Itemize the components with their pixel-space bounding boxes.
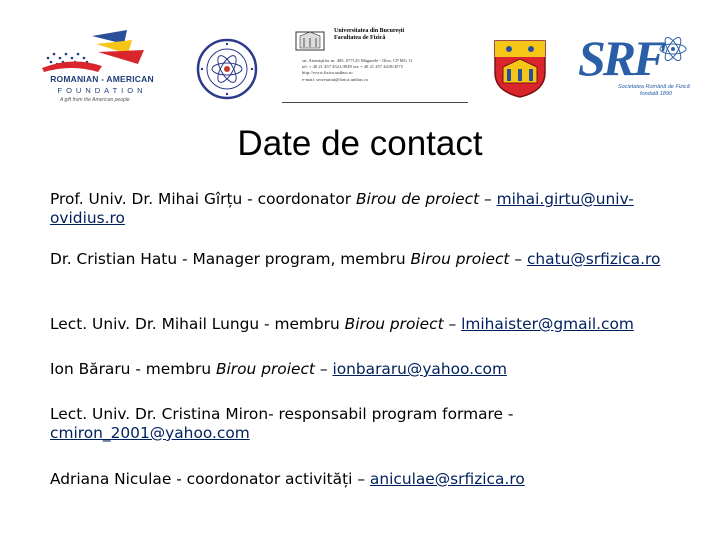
contact-item: [50, 360, 662, 379]
contact-description: Lect. Univ. Dr. Cristina Miron- responsabil program formare -: [50, 405, 514, 423]
romanian-american-foundation-logo: [32, 28, 177, 108]
address-line: str. Atomiştilor nr. 405, 077125 Măgurele - Ilfov, CP MG 11: [302, 58, 413, 63]
atom-icon: [658, 34, 688, 64]
university-address: [302, 58, 462, 83]
contact-description: Prof. Univ. Dr. Mihai Gîrțu - coordonator: [50, 190, 356, 208]
contact-email-link[interactable]: mihai.girtu@univ-ovidius.ro: [50, 190, 634, 227]
contact-separator: –: [443, 315, 462, 333]
page-title: Date de contact: [237, 124, 483, 163]
srf-letters: SRF: [578, 30, 664, 86]
contact-role: Birou proiect: [215, 360, 315, 378]
university-emblem-icon: [290, 28, 330, 54]
contact-item: [50, 250, 662, 269]
shield-crest-icon: [491, 37, 549, 99]
contact-email-link[interactable]: lmihaister@gmail.com: [461, 315, 634, 333]
contact-email-link[interactable]: chatu@srfizica.ro: [526, 250, 661, 268]
contact-email-link[interactable]: aniculae@srfizica.ro: [369, 470, 525, 488]
university-letterhead: [282, 28, 468, 103]
contact-role: Birou proiect: [344, 315, 444, 333]
contact-separator: –: [314, 360, 333, 378]
contact-role: Birou de proiect: [356, 190, 480, 208]
university-crest-logo: [491, 37, 549, 99]
contact-separator: –: [509, 250, 527, 268]
contact-description: Adriana Niculae - coordonator activități: [50, 470, 353, 488]
contact-email-link[interactable]: cmiron_2001@yahoo.com: [50, 424, 250, 442]
srf-founded: fondată 1890: [640, 91, 673, 97]
atom-seal-icon: [196, 38, 258, 100]
faculty-seal-logo: [196, 38, 258, 100]
contact-email-link[interactable]: ionbararu@yahoo.com: [332, 360, 507, 378]
contact-item: [50, 405, 662, 443]
contact-description: Lect. Univ. Dr. Mihail Lungu - membru: [50, 315, 345, 333]
raf-name: ROMANIAN - AMERICAN: [50, 74, 154, 84]
contact-role: Birou proiect: [410, 250, 510, 268]
university-name: Universitatea din București Facultatea de Fizică: [334, 28, 405, 41]
srf-caption: [618, 84, 690, 98]
contact-item: [50, 315, 662, 334]
address-line: tel. + 40 21 457 4521/4949 fax + 40 21 457 4418/4575: [302, 64, 403, 70]
contact-item: [50, 190, 662, 228]
contact-separator: –: [479, 190, 497, 208]
raf-tagline: A gift from the American people: [60, 97, 130, 103]
contact-description: Dr. Cristian Hatu - Manager program, membru: [50, 250, 411, 268]
raf-subtitle: FOUNDATION: [57, 86, 147, 95]
address-line: http://www.fizica.unibuc.ro: [302, 70, 353, 76]
contact-description: Ion Băraru - membru: [50, 360, 216, 378]
contact-item: [50, 470, 662, 489]
logo-band: [0, 0, 720, 118]
contact-separator: –: [352, 470, 370, 488]
srf-logo: [574, 30, 694, 112]
srf-society-name: Societatea Română de Fizică: [618, 84, 690, 90]
raf-flag-icon: [32, 28, 177, 76]
address-line: e-mail: secretariat@fizica.unibuc.ro: [302, 76, 369, 82]
